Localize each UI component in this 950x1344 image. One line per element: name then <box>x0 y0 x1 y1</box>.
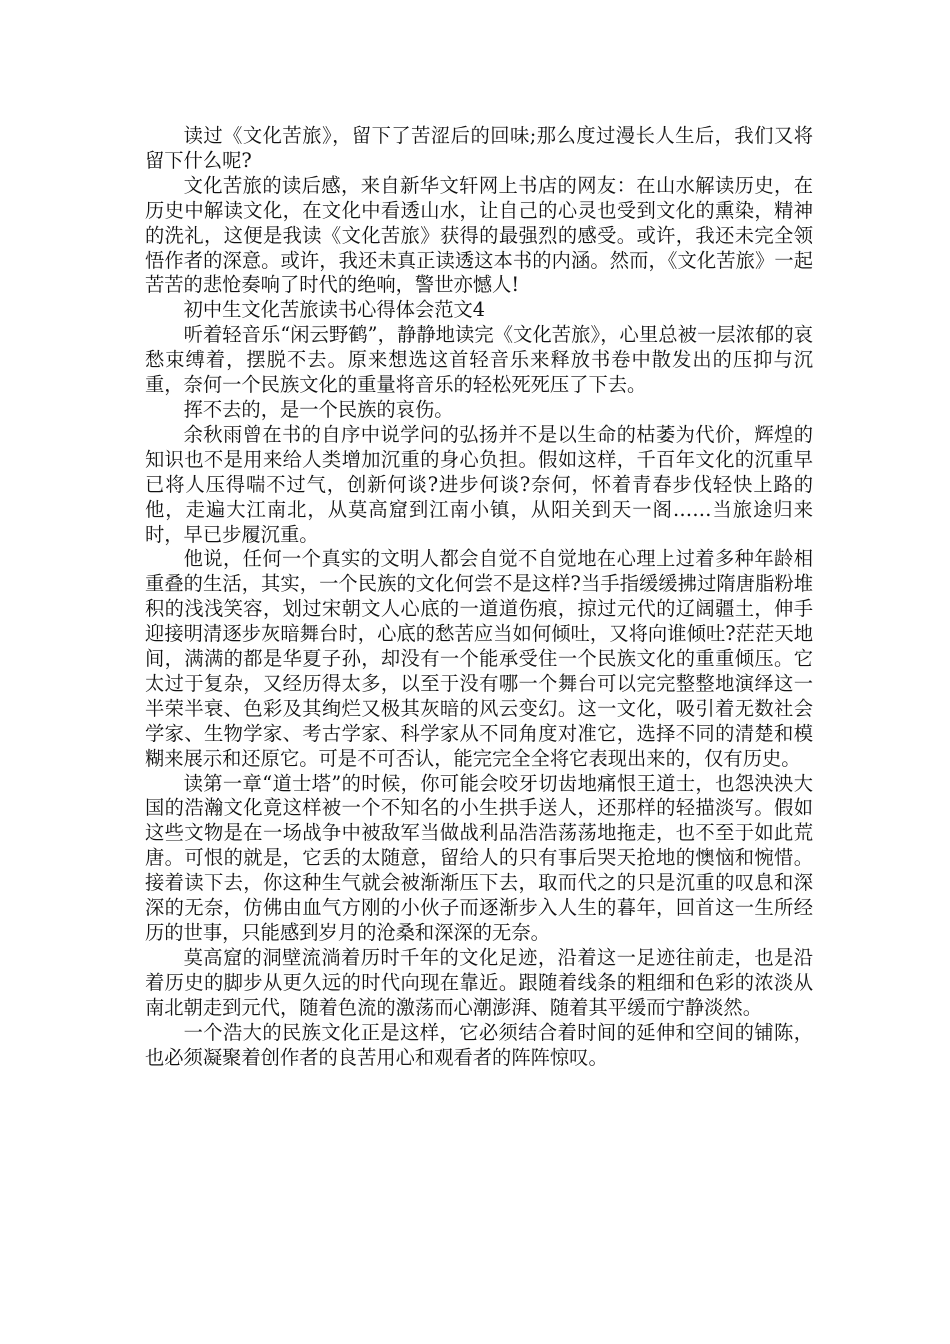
paragraph-6: 他说，任何一个真实的文明人都会自觉不自觉地在心理上过着多种年龄相重叠的生活，其实，一个民族的文化何尝不是这样?当手指缓缓拂过隋唐脂粉堆积的浅浅笑容，划过宋朝文人心底的一道道伤痕，掠过元代的辽阔疆土，伸手迎接明清逐步灰暗舞台时，心底的愁苦应当如何倾吐，又将向谁倾吐?茫茫天地间，满满的都是华夏子孙，却没有一个能承受住一个民族文化的重重倾压。它太过于复杂，又经历得太多，以至于没有哪一个舞台可以完完整整地演绎这一半荣半衰、色彩及其绚烂又极其灰暗的风云变幻。这一文化，吸引着无数社会学家、生物学家、考古学家、科学家从不同角度对准它，选择不同的清楚和模糊来展示和还原它。可是不可否认，能完完全全将它表现出来的，仅有历史。 <box>145 547 813 770</box>
paragraph-7: 读第一章“道士塔”的时候，你可能会咬牙切齿地痛恨王道士，也怨泱泱大国的浩瀚文化竟这样被一个不知名的小生拱手送人，还那样的轻描淡写。假如这些文物是在一场战争中被敌军当做战利品浩浩荡荡地拖走，也不至于如此荒唐。可恨的就是，它丢的太随意，留给人的只有事后哭天抢地的懊恼和惋惜。接着读下去，你这种生气就会被渐渐压下去，取而代之的只是沉重的叹息和深深的无奈，仿佛由血气方刚的小伙子而逐渐步入人生的暮年，回首这一生所经历的世事，只能感到岁月的沧桑和深深的无奈。 <box>145 771 813 944</box>
paragraph-5: 余秋雨曾在书的自序中说学问的弘扬并不是以生命的枯萎为代价，辉煌的知识也不是用来给人类增加沉重的身心负担。假如这样，千百年文化的沉重早已将人压得喘不过气，创新何谈?进步何谈?奈何，怀着青春步伐轻快上路的他，走遍大江南北，从莫高窟到江南小镇，从阳关到天一阁……当旅途归来时，早已步履沉重。 <box>145 422 813 546</box>
paragraph-1: 读过《文化苦旅》，留下了苦涩后的回味;那么度过漫长人生后，我们又将留下什么呢? <box>145 124 813 172</box>
document-page <box>145 124 813 1070</box>
paragraph-8: 莫高窟的洞壁流淌着历时千年的文化足迹，沿着这一足迹往前走，也是沿着历史的脚步从更久远的时代向现在靠近。跟随着线条的粗细和色彩的浓淡从南北朝走到元代，随着色流的激荡而心潮澎湃、随着其平缓而宁静淡然。 <box>145 945 813 1019</box>
paragraph-9: 一个浩大的民族文化正是这样，它必须结合着时间的延伸和空间的铺陈，也必须凝聚着创作者的良苦用心和观看者的阵阵惊叹。 <box>145 1020 813 1069</box>
paragraph-4: 挥不去的，是一个民族的哀伤。 <box>183 397 454 421</box>
paragraph-2: 文化苦旅的读后感，来自新华文轩网上书店的网友：在山水解读历史，在历史中解读文化，在文化中看透山水，让自己的心灵也受到文化的熏染，精神的洗礼，这便是我读《文化苦旅》获得的最强烈的感受。或许，我还未完全领悟作者的深意。或许，我还未真正读透这本书的内涵。然而，《文化苦旅》一起苦苦的悲怆奏响了时代的绝响，警世亦憾人! <box>145 173 813 297</box>
paragraph-3: 听着轻音乐“闲云野鹤”，静静地读完《文化苦旅》，心里总被一层浓郁的哀愁束缚着，摆脱不去。原来想选这首轻音乐来释放书卷中散发出的压抑与沉重，奈何一个民族文化的重量将音乐的轻松死死压了下去。 <box>145 323 813 397</box>
section-heading: 初中生文化苦旅读书心得体会范文4 <box>183 298 486 322</box>
